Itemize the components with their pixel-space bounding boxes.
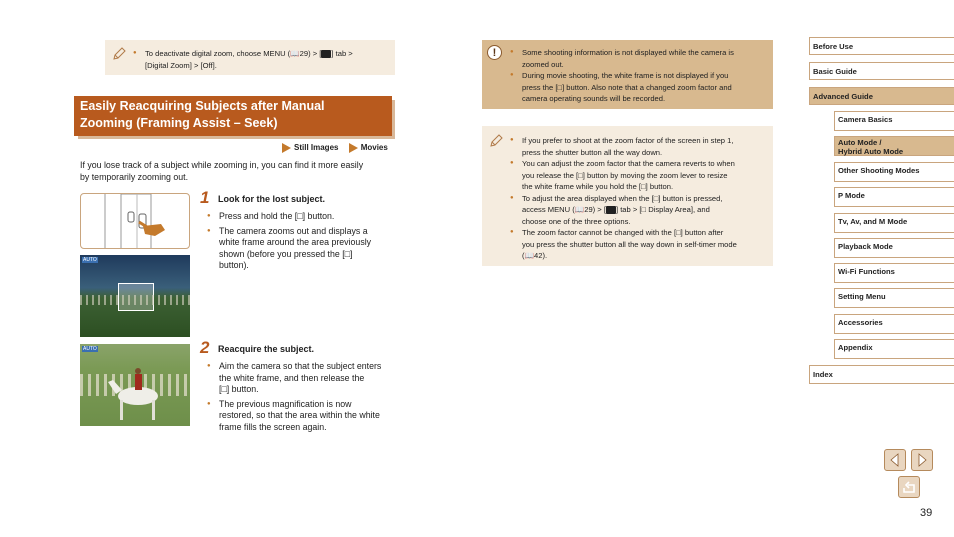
return-button[interactable] xyxy=(898,476,920,498)
framing-assist-icon: □ xyxy=(641,182,646,191)
framing-assist-icon: □ xyxy=(297,211,303,221)
page-number: 39 xyxy=(920,507,933,519)
tips-item xyxy=(510,158,772,193)
nav-appendix[interactable]: Appendix xyxy=(834,339,954,359)
nav-wifi-functions[interactable]: Wi-Fi Functions xyxy=(834,263,954,283)
horse-rider-illustration xyxy=(80,344,190,426)
tips-text: You can adjust the zoom factor that the camera reverts to when xyxy=(522,159,735,168)
tips-list xyxy=(510,135,772,262)
bullet-text: Aim the camera so that the subject enters xyxy=(219,361,382,371)
step-2-bullet xyxy=(207,361,399,396)
tips-text: ] button after xyxy=(680,228,724,237)
note-text: To deactivate digital zoom, choose MENU ( xyxy=(145,49,291,58)
mode-tags xyxy=(282,143,388,153)
step-1-title: Look for the lost subject. xyxy=(218,194,326,204)
top-note-item xyxy=(133,48,388,71)
nav-label: Hybrid Auto Mode xyxy=(838,146,904,156)
prev-page-icon xyxy=(885,450,905,470)
caution-box xyxy=(482,40,773,109)
tips-text: ) > [ xyxy=(592,205,606,214)
tips-text: you release the [ xyxy=(522,170,579,180)
next-page-icon xyxy=(912,450,932,470)
step-1-bullet xyxy=(207,211,397,223)
bullet-text: the white frame, and then release the xyxy=(219,372,365,383)
reacquired-subject-screen xyxy=(80,344,190,426)
nav-camera-basics[interactable]: Camera Basics xyxy=(834,111,954,131)
nav-before-use[interactable]: Before Use xyxy=(809,37,954,55)
zoomed-out-screen xyxy=(80,255,190,337)
nav-accessories[interactable]: Accessories xyxy=(834,314,954,334)
intro-line: by temporarily zooming out. xyxy=(80,171,189,182)
caution-item xyxy=(510,47,770,70)
caution-text: During movie shooting, the white frame is not displayed if you xyxy=(522,71,729,80)
nav-setting-menu[interactable]: Setting Menu xyxy=(834,288,954,308)
tips-text: If you prefer to shoot at the zoom factor of the screen in step 1, xyxy=(522,136,734,145)
tips-text: ( xyxy=(522,251,525,260)
tips-text: ] button by moving the zoom lever to resize xyxy=(582,170,728,180)
tips-text: Display Area], and xyxy=(646,205,710,214)
section-title-line: Easily Reacquiring Subjects after Manual xyxy=(80,99,325,113)
bullet-text: white frame around the area previously xyxy=(219,237,372,247)
page-ref[interactable]: 29 xyxy=(299,49,309,58)
tips-text: press the shutter button all the way down. xyxy=(522,147,663,157)
screen-badge: AUTO xyxy=(83,346,97,352)
book-icon: 📖 xyxy=(574,205,585,214)
tips-item xyxy=(510,193,772,228)
next-page-button[interactable] xyxy=(911,449,933,471)
bullet-text: The previous magnification is now xyxy=(219,398,352,409)
framing-assist-icon: □ xyxy=(676,228,681,237)
caution-text: Some shooting information is not displayed while the camera is xyxy=(522,48,734,57)
framing-assist-icon: □ xyxy=(641,205,647,214)
top-note-list xyxy=(133,48,388,71)
screen-badge: AUTO xyxy=(83,257,97,263)
book-icon: 📖 xyxy=(524,251,534,260)
nav-playback-mode[interactable]: Playback Mode xyxy=(834,238,954,258)
step-2-list xyxy=(207,361,399,433)
caution-text: ] button. Also note that a changed zoom factor and xyxy=(562,82,732,92)
bullet-text: ] button. xyxy=(226,384,259,394)
nav-basic-guide[interactable]: Basic Guide xyxy=(809,62,954,80)
camera-icon xyxy=(606,206,616,214)
caution-list xyxy=(510,47,770,105)
bullet-text: ] xyxy=(350,248,353,259)
bullet-text: restored, so that the area within the white xyxy=(219,410,380,420)
step-1-number: 1 xyxy=(200,188,210,207)
framing-assist-icon: □ xyxy=(557,82,563,92)
framing-assist-icon: □ xyxy=(344,248,351,259)
tips-text: To adjust the area displayed when the [ xyxy=(522,193,654,203)
step-2-number: 2 xyxy=(200,338,210,357)
page-ref[interactable]: 29 xyxy=(584,205,593,214)
nav-p-mode[interactable]: P Mode xyxy=(834,187,954,207)
note-text: ) > [ xyxy=(308,49,322,58)
camera-body-illustration xyxy=(81,194,190,249)
step-1-bullet xyxy=(207,226,397,272)
nav-advanced-guide[interactable]: Advanced Guide xyxy=(809,87,954,105)
caution-text: camera operating sounds will be recorded. xyxy=(522,94,666,103)
movies-tag: Movies xyxy=(360,143,388,153)
bullet-text: Press and hold the [ xyxy=(219,211,298,221)
step-2-title: Reacquire the subject. xyxy=(218,344,315,354)
still-images-tag: Still Images xyxy=(294,143,339,153)
book-icon: 📖 xyxy=(290,49,300,58)
bullet-text: frame fills the screen again. xyxy=(219,421,327,432)
still-images-arrow-icon xyxy=(282,143,291,153)
sheep-band xyxy=(80,295,190,305)
tips-text: ). xyxy=(542,251,548,260)
tips-text: ] button. xyxy=(645,182,674,191)
top-note-box xyxy=(105,40,395,75)
caution-text: press the [ xyxy=(522,82,558,92)
nav-tv-av-m-mode[interactable]: Tv, Av, and M Mode xyxy=(834,213,954,233)
bullet-text: ] button. xyxy=(302,211,335,221)
camera-illustration xyxy=(80,193,190,249)
caution-item xyxy=(510,70,770,105)
framing-assist-icon: □ xyxy=(578,170,583,180)
tips-box xyxy=(482,126,773,266)
page-ref[interactable]: 42 xyxy=(534,251,543,260)
bullet-text: shown (before you pressed the [ xyxy=(219,248,345,259)
camera-icon xyxy=(321,50,331,58)
tips-text: choose one of the three options. xyxy=(522,216,631,226)
tips-text: ] button is pressed, xyxy=(658,193,723,203)
step-2-bullet xyxy=(207,399,399,434)
caution-text: zoomed out. xyxy=(522,59,564,69)
nav-index[interactable]: Index xyxy=(809,365,954,384)
tips-text: The zoom factor cannot be changed with the [ xyxy=(522,228,677,237)
note-text: ] tab > xyxy=(331,49,353,58)
framing-assist-icon: □ xyxy=(653,193,659,203)
tips-text: access MENU ( xyxy=(522,205,575,214)
tips-text: the white frame while you hold the [ xyxy=(522,182,642,191)
tips-item xyxy=(510,135,772,158)
prev-page-button[interactable] xyxy=(884,449,906,471)
tips-text: you press the shutter button all the way down in self-timer mode xyxy=(522,239,737,249)
bullet-text: button). xyxy=(219,260,249,270)
step-1-list xyxy=(207,211,397,272)
intro-text xyxy=(80,160,400,183)
framing-assist-icon: □ xyxy=(221,384,227,394)
intro-line: If you lose track of a subject while zooming in, you can find it more easily xyxy=(80,160,364,170)
tips-text: ] tab > [ xyxy=(615,205,642,214)
bullet-text: The camera zooms out and displays a xyxy=(219,225,368,236)
movies-arrow-icon xyxy=(349,143,358,153)
return-icon xyxy=(899,477,919,497)
tips-item xyxy=(510,227,772,262)
section-title xyxy=(74,96,392,136)
note-text: [Digital Zoom] > [Off]. xyxy=(145,60,217,70)
bullet-text: [ xyxy=(219,384,222,394)
caution-icon: ! xyxy=(487,45,502,60)
nav-auto-mode[interactable] xyxy=(834,136,954,156)
nav-other-shooting-modes[interactable]: Other Shooting Modes xyxy=(834,162,954,182)
nav-label: Auto Mode / xyxy=(838,138,882,147)
pencil-icon xyxy=(111,46,127,62)
section-title-line: Zooming (Framing Assist – Seek) xyxy=(80,116,278,130)
pencil-icon xyxy=(488,133,504,149)
